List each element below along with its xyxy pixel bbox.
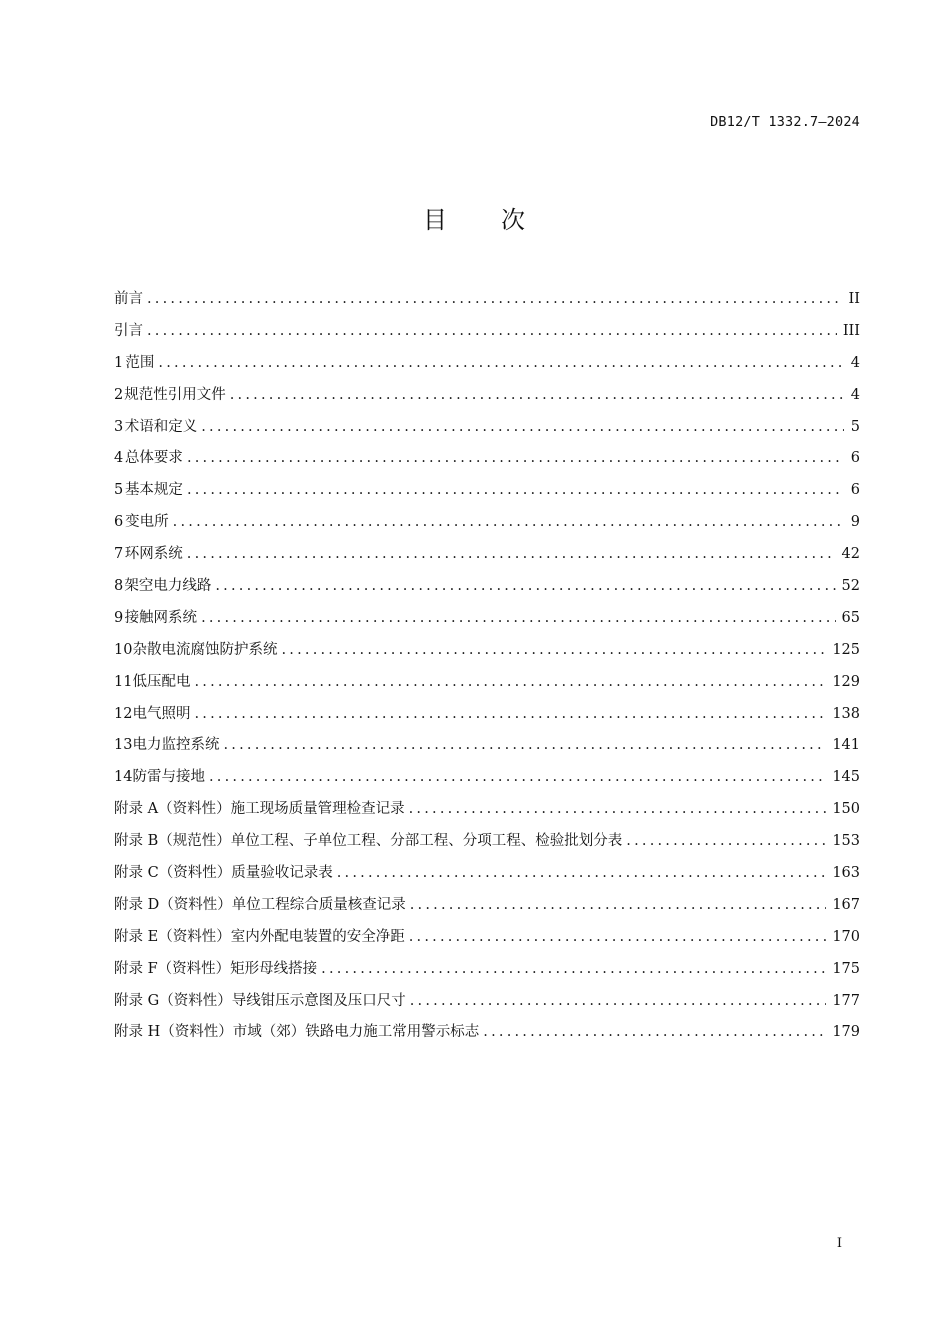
toc-entry-number: 6: [114, 514, 124, 531]
toc-entry-page: 167: [832, 896, 860, 913]
toc-entry-number: 12: [114, 705, 133, 722]
toc-entry-page: 42: [841, 546, 860, 563]
toc-entry-label: 接触网系统: [124, 609, 198, 626]
toc-entry-number: 附录 C（资料性）: [114, 865, 232, 882]
dot-leader: [187, 443, 844, 475]
toc-entry-label: 术语和定义: [124, 418, 198, 435]
dot-leader: [483, 1017, 826, 1049]
toc-entry-number: 2: [114, 386, 124, 403]
toc-entry-page: 153: [832, 833, 860, 850]
toc-entry-page: 145: [832, 769, 860, 786]
toc-entry-number: 附录 B（规范性）: [114, 833, 231, 850]
toc-entry-5[interactable]: [114, 475, 860, 507]
toc-entry-7[interactable]: [114, 539, 860, 571]
toc-entry-9[interactable]: [114, 603, 860, 635]
dot-leader: [147, 284, 843, 316]
dot-leader: [410, 890, 827, 922]
toc-entry-label: 单位工程综合质量核查记录: [231, 896, 406, 913]
toc-entry-label: 规范性引用文件: [124, 386, 226, 403]
toc-entry-page: 170: [832, 928, 860, 945]
toc-entry-number: 附录 E（资料性）: [114, 928, 231, 945]
toc-entry-appendix-a[interactable]: [114, 794, 860, 826]
toc-entry-2[interactable]: [114, 380, 860, 412]
toc-entry-label: 环网系统: [124, 546, 183, 563]
dot-leader: [337, 858, 827, 890]
toc-entry-foreword[interactable]: [114, 284, 860, 316]
dot-leader: [187, 539, 836, 571]
toc-entry-4[interactable]: [114, 443, 860, 475]
toc-entry-number: 8: [114, 578, 124, 595]
dot-leader: [410, 986, 827, 1018]
page-number: I: [836, 1236, 842, 1251]
toc-entry-number: 附录 A（资料性）: [114, 801, 231, 818]
dot-leader: [147, 316, 837, 348]
toc-entry-page: 6: [850, 450, 860, 467]
toc-entry-label: 单位工程、子单位工程、分部工程、分项工程、检验批划分表: [230, 833, 623, 850]
toc-entry-label: 电力监控系统: [132, 737, 220, 754]
toc-entry-appendix-d[interactable]: [114, 890, 860, 922]
dot-leader: [409, 922, 827, 954]
toc-entry-appendix-e[interactable]: [114, 922, 860, 954]
toc-entry-label: 总体要求: [124, 450, 183, 467]
dot-leader: [173, 507, 844, 539]
toc-entry-label: 引言: [114, 322, 143, 339]
toc-entry-appendix-c[interactable]: [114, 858, 860, 890]
dot-leader: [281, 635, 826, 667]
toc-entry-page: III: [842, 322, 860, 339]
toc-entry-label: 前言: [114, 291, 143, 307]
page-title: [0, 200, 950, 235]
toc-entry-label: 电气照明: [132, 705, 191, 722]
toc-entry-label: 架空电力线路: [124, 578, 212, 595]
toc-entry-label: 施工现场质量管理检查记录: [230, 801, 405, 818]
toc-entry-appendix-b[interactable]: [114, 826, 860, 858]
toc-entry-page: 9: [850, 514, 860, 531]
toc-entry-page: 6: [850, 482, 860, 499]
toc-entry-number: 9: [114, 609, 124, 626]
table-of-contents: [114, 284, 860, 1049]
toc-entry-page: 4: [850, 386, 860, 403]
toc-entry-page: 150: [832, 801, 860, 818]
toc-entry-12[interactable]: [114, 699, 860, 731]
toc-entry-label: 低压配电: [132, 673, 191, 690]
toc-entry-page: 179: [832, 1024, 860, 1041]
toc-entry-3[interactable]: [114, 412, 860, 444]
toc-entry-page: 129: [832, 673, 860, 690]
toc-entry-introduction[interactable]: [114, 316, 860, 348]
dot-leader: [201, 603, 835, 635]
toc-entry-number: 14: [114, 769, 133, 786]
toc-entry-number: 附录 H（资料性）: [114, 1024, 233, 1041]
toc-entry-label: 质量验收记录表: [231, 865, 333, 882]
dot-leader: [230, 380, 844, 412]
toc-entry-label: 导线钳压示意图及压口尺寸: [231, 992, 406, 1009]
toc-entry-label: 室内外配电装置的安全净距: [230, 928, 405, 945]
toc-entry-page: 138: [832, 705, 860, 722]
toc-entry-appendix-h[interactable]: [114, 1017, 860, 1049]
dot-leader: [158, 348, 844, 380]
toc-entry-11[interactable]: [114, 667, 860, 699]
toc-entry-page: 163: [832, 865, 860, 882]
toc-entry-number: 附录 D（资料性）: [114, 896, 232, 913]
toc-entry-page: 4: [850, 354, 860, 371]
toc-entry-number: 3: [114, 418, 124, 435]
dot-leader: [209, 762, 826, 794]
dot-leader: [223, 730, 826, 762]
dot-leader: [215, 571, 835, 603]
toc-entry-6[interactable]: [114, 507, 860, 539]
dot-leader: [626, 826, 826, 858]
dot-leader: [321, 954, 826, 986]
toc-entry-page: 177: [832, 992, 860, 1009]
toc-entry-label: 防雷与接地: [132, 769, 205, 786]
toc-entry-10[interactable]: [114, 635, 860, 667]
toc-entry-number: 附录 G（资料性）: [114, 992, 232, 1009]
toc-entry-number: 5: [114, 482, 124, 499]
toc-entry-label: 变电所: [125, 514, 169, 531]
toc-entry-number: 1: [114, 354, 124, 371]
toc-entry-number: 4: [114, 450, 124, 467]
toc-entry-label: 市域（郊）铁路电力施工常用警示标志: [232, 1024, 480, 1041]
toc-entry-page: II: [848, 291, 860, 307]
toc-entry-number: 7: [114, 546, 124, 563]
toc-entry-label: 矩形母线搭接: [230, 960, 318, 977]
toc-entry-number: 附录 F（资料性）: [114, 960, 231, 977]
toc-entry-page: 175: [832, 960, 860, 977]
toc-entry-page: 65: [841, 609, 860, 626]
dot-leader: [409, 794, 827, 826]
toc-entry-page: 141: [832, 737, 860, 754]
toc-entry-1[interactable]: [114, 348, 860, 380]
toc-entry-13[interactable]: [114, 730, 860, 762]
toc-entry-label: 基本规定: [124, 482, 183, 499]
toc-entry-page: 52: [841, 578, 860, 595]
title-char-2: 次: [501, 206, 527, 234]
toc-entry-14[interactable]: [114, 762, 860, 794]
document-code: DB12/T 1332.7—2024: [710, 114, 860, 130]
toc-entry-appendix-f[interactable]: [114, 954, 860, 986]
toc-entry-label: 范围: [125, 354, 155, 371]
toc-entry-page: 5: [850, 418, 860, 435]
toc-entry-page: 125: [832, 641, 860, 658]
title-char-1: 目: [423, 206, 449, 234]
toc-entry-number: 11: [114, 673, 133, 690]
dot-leader: [201, 412, 844, 444]
toc-entry-number: 13: [114, 737, 133, 754]
toc-entry-label: 杂散电流腐蚀防护系统: [132, 641, 278, 658]
dot-leader: [187, 475, 844, 507]
toc-entry-8[interactable]: [114, 571, 860, 603]
toc-entry-appendix-g[interactable]: [114, 986, 860, 1018]
dot-leader: [194, 699, 826, 731]
dot-leader: [194, 667, 826, 699]
toc-entry-number: 10: [114, 641, 133, 658]
